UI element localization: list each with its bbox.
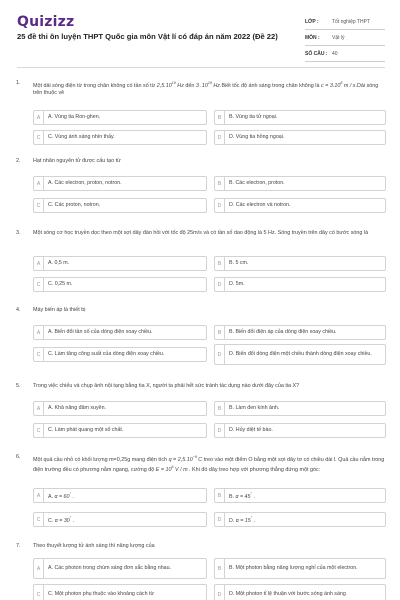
question-number: 1. — [16, 80, 21, 86]
option-text: D. Vùng tia hồng ngoại. — [229, 134, 285, 141]
question-text: Hạt nhân nguyên tử được cấu tạo từ — [33, 158, 121, 164]
option-c[interactable] — [33, 277, 207, 292]
option-b[interactable] — [214, 401, 386, 416]
option-letter: B — [215, 326, 225, 339]
option-letter: B — [215, 559, 225, 578]
option-c[interactable] — [33, 512, 207, 527]
option-letter: D — [215, 199, 225, 212]
option-letter: C — [34, 348, 44, 361]
option-letter: D — [215, 345, 225, 364]
option-text: C. α = 30° . — [48, 515, 75, 524]
question-text: Một dải sóng điện từ trong chân không có tần số từ 2,5.10$^{19}$ Hz đến 3 $.10^{19}$ Hz.Biết tốc độ ánh sáng trong chân không là $c = 3.10^8$ m / s.Dải sóng trên thuộc vê — [33, 81, 379, 97]
question-number: 6. — [16, 454, 21, 460]
option-a[interactable] — [33, 325, 207, 340]
question-text: Theo thuyết lượng tử ánh sáng thì năng lượng của — [33, 543, 155, 549]
quizizz-logo: Quizizz — [17, 14, 75, 30]
option-text: A. Các photon trong chùm sáng đơn sắc bằng nhau. — [48, 565, 172, 572]
option-d[interactable] — [214, 423, 386, 438]
option-letter: B — [215, 177, 225, 190]
option-letter: A — [34, 402, 44, 415]
question-text: Một quả cầu nhỏ có khối lượng m=0,25g mang điện tích $q = 2,5.10^{-9}$ C treo vào một điểm O bằng một sợi dây tơ có chiều dài l. Quả cầu nằm trong điện trường đều có phương nằm ngang, cường độ $E = 10^6$ V / m . Khi đó dây treo hợp với phương thẳng đứng một góc: — [33, 455, 385, 473]
question-text: Trong việc chiếu và chụp ảnh nội tạng bằng tia X, người ta phải hết sức tránh tác dụng nào dưới đây của tia X? — [33, 383, 300, 389]
option-letter: D — [215, 424, 225, 437]
option-a[interactable] — [33, 256, 207, 271]
option-text: B. Một photon bằng năng lượng nghỉ của một electron. — [229, 565, 358, 572]
option-letter: C — [34, 278, 44, 291]
option-text: A. α = 60° . — [48, 491, 74, 500]
option-a[interactable] — [33, 110, 207, 125]
option-text: D. Biến đổi dòng điện một chiều thành dòng điện xoay chiều. — [229, 351, 372, 358]
meta-value: 40 — [332, 50, 338, 57]
meta-value: Tốt nghiệp THPT — [332, 18, 370, 25]
option-d[interactable] — [214, 198, 386, 213]
option-letter: B — [215, 402, 225, 415]
option-a[interactable] — [33, 176, 207, 191]
option-text: C. Một photon phụ thuộc vào khoảng cách từ — [48, 591, 155, 598]
option-letter: A — [34, 326, 44, 339]
option-text: A. 0,5 m. — [48, 260, 70, 267]
option-text: B. Vùng tia tử ngoại. — [229, 114, 278, 121]
meta-value: Vật lý — [332, 34, 345, 41]
option-letter: D — [215, 131, 225, 144]
option-letter: B — [215, 111, 225, 124]
option-a[interactable] — [33, 488, 207, 503]
option-letter: A — [34, 111, 44, 124]
meta-label: LỚP : — [305, 18, 319, 25]
option-text: A. Biến đổi tần số của dòng điện xoay chiều. — [48, 329, 153, 336]
option-b[interactable] — [214, 176, 386, 191]
option-c[interactable] — [33, 423, 207, 438]
option-letter: B — [215, 257, 225, 270]
option-letter: D — [215, 585, 225, 600]
option-letter: A — [34, 177, 44, 190]
meta-label: SỐ CÂU : — [305, 50, 328, 57]
option-text: D. Các electron và notron. — [229, 202, 291, 209]
option-letter: B — [215, 489, 225, 502]
option-text: A. Vùng tia Ron-ghen. — [48, 114, 101, 121]
option-b[interactable] — [214, 256, 386, 271]
option-text: C. Các proton, notron. — [48, 202, 101, 209]
option-letter: A — [34, 559, 44, 578]
option-b[interactable] — [214, 110, 386, 125]
option-letter: C — [34, 131, 44, 144]
question-number: 4. — [16, 307, 21, 313]
header-divider — [17, 67, 385, 68]
option-c[interactable] — [33, 347, 207, 362]
option-text: B. Biến đổi điện áp của dòng điện xoay chiều. — [229, 329, 337, 336]
option-a[interactable] — [33, 558, 207, 579]
option-letter: C — [34, 424, 44, 437]
option-b[interactable] — [214, 488, 386, 503]
option-text: B. Làm đen kính ảnh. — [229, 405, 280, 412]
option-c[interactable] — [33, 198, 207, 213]
option-text: B. Các electron, proton. — [229, 180, 285, 187]
option-text: D. α = 15° . — [229, 515, 256, 524]
option-text: A. Khả năng đâm xuyên. — [48, 405, 107, 412]
question-number: 2. — [16, 158, 21, 164]
option-d[interactable] — [214, 584, 386, 600]
meta-row-question-count — [305, 46, 385, 62]
option-letter: C — [34, 585, 44, 600]
question-text: Máy biến áp là thiết bị — [33, 307, 86, 313]
option-c[interactable] — [33, 584, 207, 600]
meta-panel — [305, 14, 385, 62]
option-letter: A — [34, 489, 44, 502]
option-text: D. 5m. — [229, 281, 245, 288]
option-letter: C — [34, 199, 44, 212]
question-number: 7. — [16, 543, 21, 549]
option-b[interactable] — [214, 558, 386, 579]
question-number: 5. — [16, 383, 21, 389]
meta-row-subject — [305, 30, 385, 46]
option-c[interactable] — [33, 130, 207, 145]
page-title: 25 đề thi ôn luyện THPT Quốc gia môn Vật lí có đáp án năm 2022 (Đề 22) — [17, 32, 278, 41]
option-b[interactable] — [214, 325, 386, 340]
option-text: A. Các electron, proton, notron. — [48, 180, 122, 187]
option-letter: D — [215, 513, 225, 526]
option-letter: A — [34, 257, 44, 270]
option-text: C. Vùng ánh sáng nhìn thấy. — [48, 134, 115, 141]
question-text: Một sóng cơ học truyền dọc theo một sợi dây đàn hồi với tốc độ 25m/s và có tần số dao động là 5 Hz. Sóng truyền trên dây có bước sóng là — [33, 230, 369, 236]
option-d[interactable] — [214, 277, 386, 292]
option-letter: D — [215, 278, 225, 291]
option-text: B. 5 cm. — [229, 260, 249, 267]
option-text: C. Làm tăng công suất của dòng điện xoay chiều. — [48, 351, 165, 358]
option-a[interactable] — [33, 401, 207, 416]
option-text: C. 0,25 m. — [48, 281, 73, 288]
option-d[interactable] — [214, 344, 386, 365]
question-number: 3. — [16, 230, 21, 236]
option-d[interactable] — [214, 512, 386, 527]
meta-row-class — [305, 14, 385, 30]
option-text: D. Một photon tỉ lệ thuận với bước sóng ánh sáng — [229, 591, 346, 598]
option-text: B. α = 45° . — [229, 491, 255, 500]
meta-label: MÔN : — [305, 34, 320, 41]
option-d[interactable] — [214, 130, 386, 145]
option-letter: C — [34, 513, 44, 526]
option-text: C. Làm phát quang một số chất. — [48, 427, 124, 434]
option-text: D. Hủy diệt tế bào. — [229, 427, 273, 434]
